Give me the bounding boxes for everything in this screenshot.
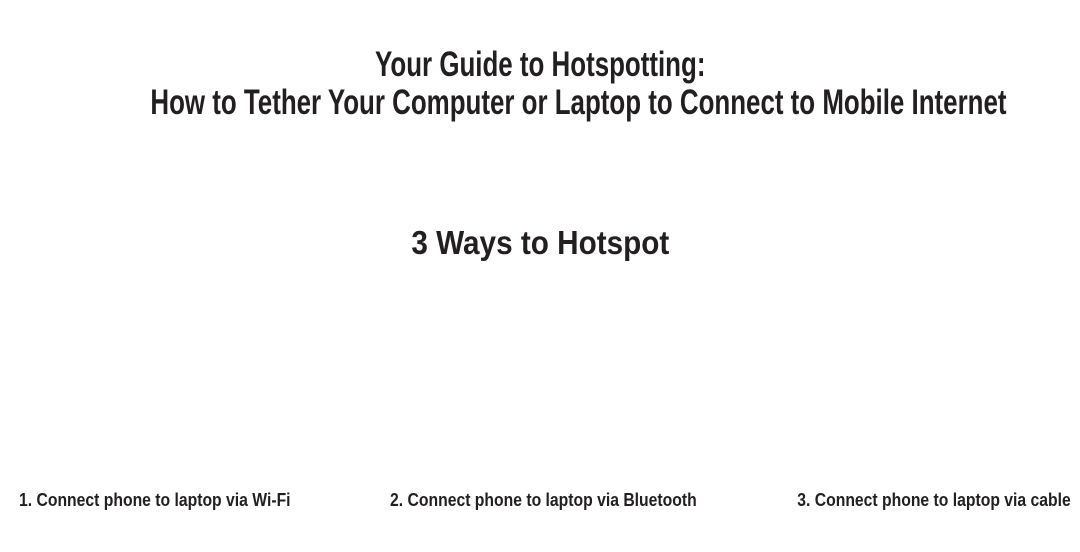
method-caption-wifi-text: 1. Connect phone to laptop via Wi-Fi [19,489,291,510]
method-caption-bluetooth-text: 2. Connect phone to laptop via Bluetooth [390,489,698,510]
page-title-line-2-text: How to Tether Your Computer or Laptop to Connect to Mobile Internet [150,83,1007,122]
method-caption-bluetooth [363,487,724,513]
page-title-line-1 [0,46,1080,84]
section-heading [0,223,1080,263]
page-title-line-1-text: Your Guide to Hotspotting: [374,45,706,84]
section-heading-text: 3 Ways to Hotspot [411,224,669,261]
methods-caption-row [0,487,1080,513]
page-title [0,46,1080,122]
method-caption-wifi [19,487,338,513]
method-caption-cable-text: 3. Connect phone to laptop via cable [797,489,1071,510]
method-caption-cable [749,487,1071,513]
page-title-line-2 [0,84,1080,122]
